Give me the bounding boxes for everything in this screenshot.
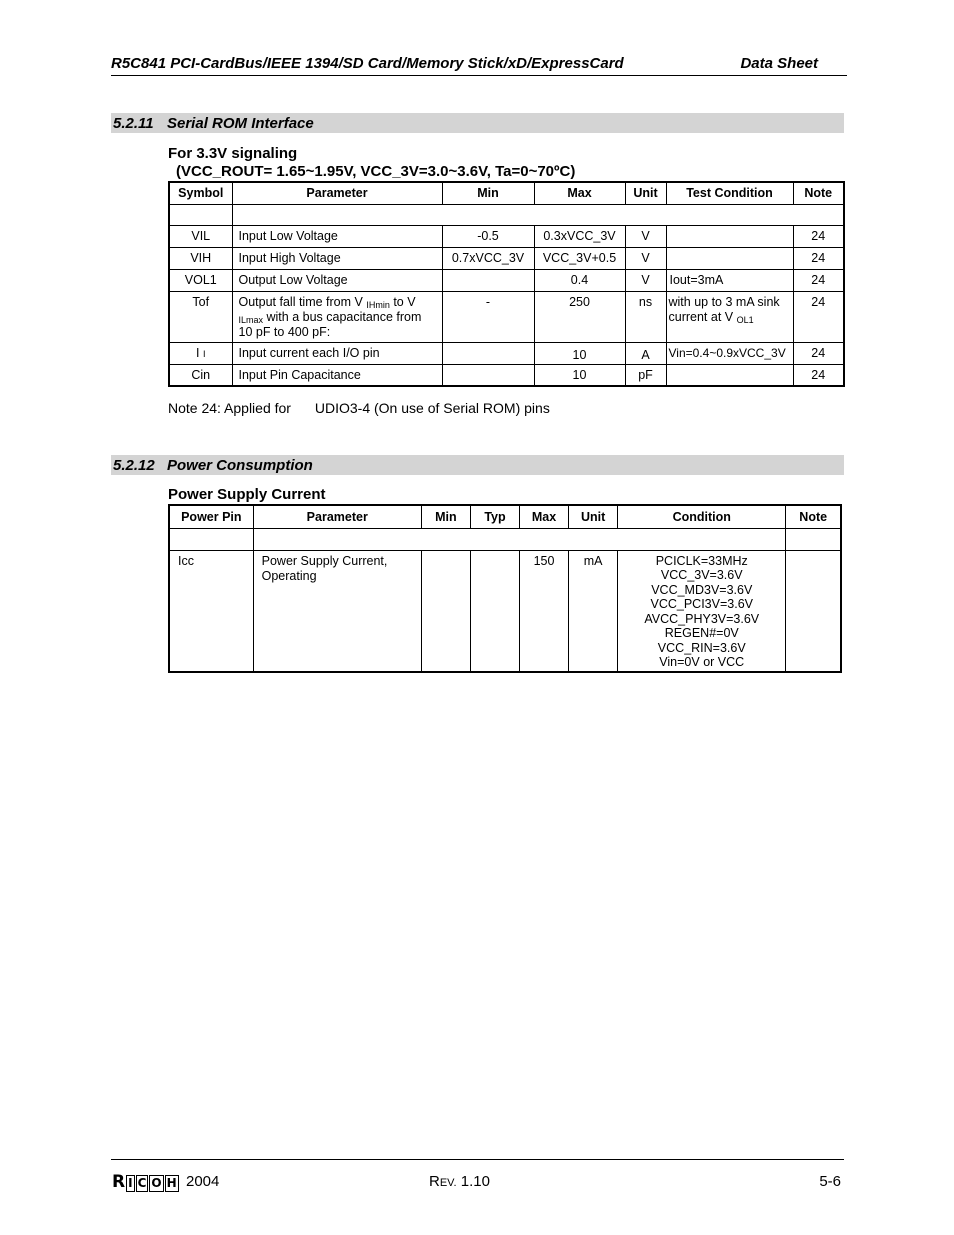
table-footnote: [168, 400, 550, 416]
document-type: Data Sheet: [740, 55, 818, 72]
table-row: Icc Power Supply Current, Operating 150 mA PCICLK=33MHz VCC_3V=3.6V VCC_MD3V=3.6V VCC_PCI3V=3.6V AVCC_PHY3V=3.6V REGEN#=0V VCC_RIN=3.6V Vin=0V or VCC: [169, 550, 841, 672]
spacer-row: [169, 528, 841, 550]
page-footer: [111, 1159, 844, 1200]
serial-rom-table: [168, 181, 845, 387]
section-number: 5.2.11: [113, 115, 154, 132]
footnote-label: Note 24: Applied for: [168, 400, 291, 416]
col-typ: Typ: [470, 505, 519, 528]
col-max: Max: [534, 182, 625, 204]
table-header-row: [169, 505, 841, 528]
signaling-conditions: (VCC_ROUT= 1.65~1.95V, VCC_3V=3.0~3.6V, Ta=0~70ºC): [176, 163, 576, 180]
col-parameter: Parameter: [232, 182, 442, 204]
table-header-row: [169, 182, 844, 204]
section-heading-serial-rom: [111, 113, 844, 133]
table-row: VOL1 Output Low Voltage 0.4 V Iout=3mA 24: [169, 269, 844, 291]
table-row: VIH Input High Voltage 0.7xVCC_3V VCC_3V+0.5 V 24: [169, 247, 844, 269]
col-min: Min: [442, 182, 534, 204]
table-row: I I Input current each I/O pin 10 A Vin=0.4~0.9xVCC_3V 24: [169, 342, 844, 364]
footer-revision: REV. 1.10: [429, 1173, 490, 1190]
col-parameter: Parameter: [253, 505, 421, 528]
col-symbol: Symbol: [169, 182, 232, 204]
footnote-pins: UDIO3-4 (On use of Serial ROM) pins: [314, 400, 550, 416]
col-max: Max: [520, 505, 569, 528]
table-row: Cin Input Pin Capacitance 10 pF 24: [169, 364, 844, 386]
col-note: Note: [793, 182, 844, 204]
page-number: 5-6: [819, 1173, 841, 1190]
section-number: 5.2.12: [113, 457, 155, 474]
col-power-pin: Power Pin: [169, 505, 253, 528]
col-note: Note: [786, 505, 841, 528]
col-unit: Unit: [625, 182, 666, 204]
page-header: [111, 54, 847, 76]
document-title: R5C841 PCI-CardBus/IEEE 1394/SD Card/Memory Stick/xD/ExpressCard: [111, 55, 624, 72]
col-min: Min: [421, 505, 470, 528]
section-title: Serial ROM Interface: [167, 115, 314, 132]
power-supply-current-label: Power Supply Current: [168, 486, 326, 503]
condition-list: PCICLK=33MHz VCC_3V=3.6V VCC_MD3V=3.6V VCC_PCI3V=3.6V AVCC_PHY3V=3.6V REGEN#=0V VCC_RIN=3.6V Vin=0V or VCC: [618, 550, 786, 672]
table-row: Tof Output fall time from V $_{IHmin}$ to V $_{ILmax}$ with a bus capacitance from 10 pF to 400 pF: - 250 ns with up to 3 mA sink current at V $_{OL1}$ 24: [169, 291, 844, 342]
footer-year: 2004: [186, 1173, 220, 1190]
col-unit: Unit: [569, 505, 618, 528]
col-test-condition: Test Condition: [666, 182, 793, 204]
col-condition: Condition: [618, 505, 786, 528]
section-heading-power-consumption: [111, 455, 844, 475]
signaling-label: For 3.3V signaling: [168, 145, 298, 162]
section-title: Power Consumption: [167, 457, 313, 474]
ricoh-logo: R I C O H: [112, 1172, 177, 1192]
power-supply-table: [168, 504, 842, 673]
table-row: VIL Input Low Voltage -0.5 0.3xVCC_3V V 24: [169, 225, 844, 247]
spacer-row: [169, 204, 844, 225]
